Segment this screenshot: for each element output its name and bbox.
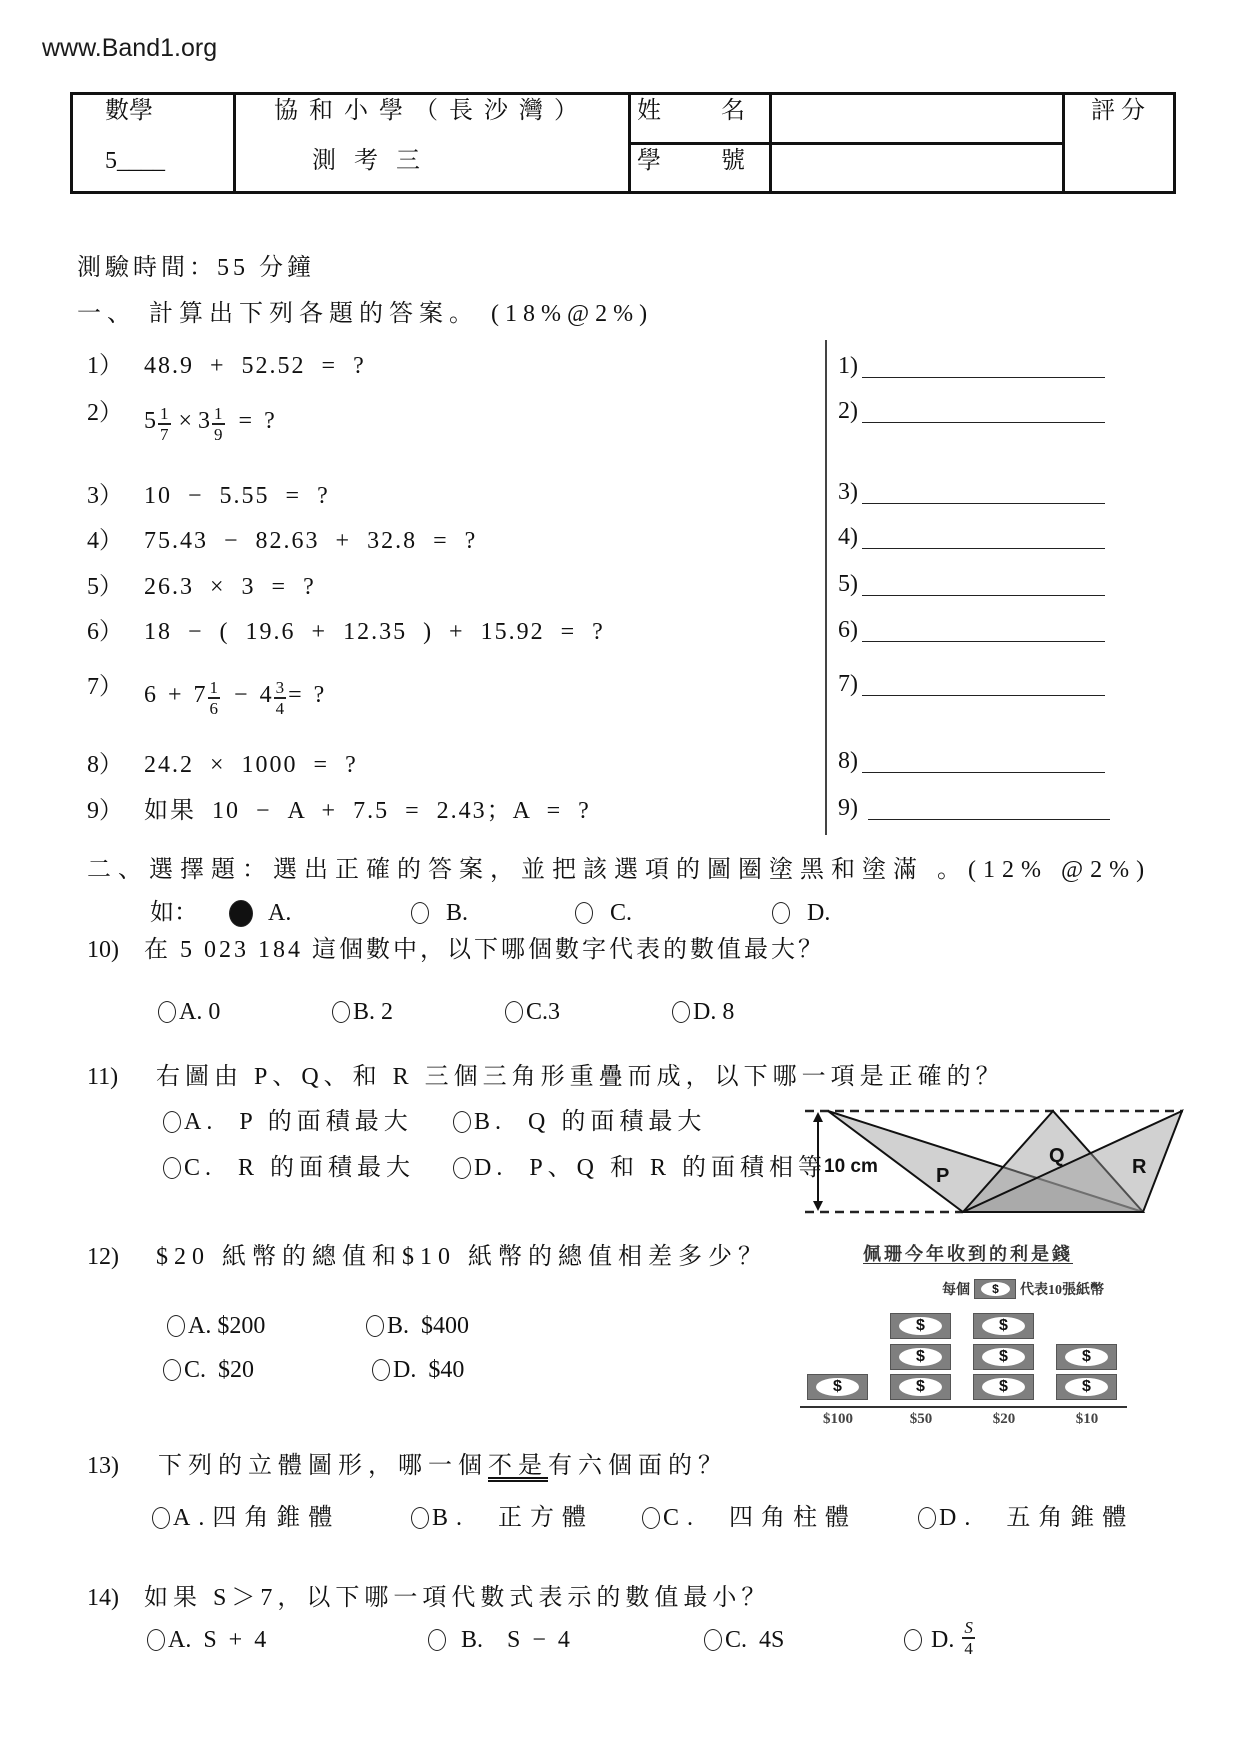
question-12-text: $20 紙幣的總值和$10 紙幣的總值相差多少？ (156, 1244, 768, 1270)
q10-option-c[interactable] (505, 998, 560, 1026)
answer-blank-4[interactable] (862, 548, 1105, 550)
dollar-sign-icon: $ (899, 1348, 942, 1366)
pictogram-note (890, 1313, 951, 1339)
answer-blank-5[interactable] (862, 595, 1105, 597)
answer-blank-3[interactable] (862, 503, 1105, 505)
answer-blank-6[interactable] (862, 641, 1105, 643)
section2-title: 二、選擇題：選出正確的答案，並把該選項的圖圈塗黑和塗滿 。(12% @2%) (87, 857, 1152, 883)
expression-lead: 6 + 7 (144, 682, 206, 708)
option-label: C. $20 (184, 1357, 255, 1383)
q11-option-a[interactable] (163, 1108, 413, 1136)
q13-option-c[interactable] (642, 1504, 857, 1532)
radio-button[interactable] (428, 1629, 446, 1651)
question-10-text: 在 5 023 184 這個數中，以下哪個數字代表的數值最大？ (144, 937, 825, 963)
pictogram-note (890, 1374, 951, 1400)
example-option-b (411, 899, 468, 927)
radio-button[interactable] (372, 1359, 390, 1381)
option-label: A. $200 (188, 1313, 266, 1339)
pictogram-category-label: $20 (992, 1411, 1016, 1427)
q12-option-b[interactable] (366, 1312, 469, 1340)
option-label: D. (807, 900, 831, 926)
numerator: S (964, 1618, 973, 1637)
example-option-d (772, 899, 830, 927)
expression-tail: = ? (226, 408, 275, 434)
question-8-expression: 24.2 × 1000 = ? (144, 752, 358, 778)
triangle-label-r: R (1132, 1156, 1147, 1178)
legend-prefix: 每個 (942, 1283, 970, 1298)
radio-button[interactable] (332, 1001, 350, 1023)
numerator: 3 (275, 678, 285, 697)
question-3-expression: 10 − 5.55 = ? (144, 483, 330, 509)
question-text-end: 有六個面的？ (548, 1453, 728, 1479)
pictogram-note (890, 1344, 951, 1370)
radio-button[interactable] (167, 1315, 185, 1337)
pictogram-note (1056, 1374, 1117, 1400)
option-label: B. $400 (387, 1313, 470, 1339)
question-11-text: 右圖由 P、Q、和 R 三個三角形重疊而成，以下哪一項是正確的？ (156, 1064, 1005, 1090)
id-label-char: 號 (721, 148, 745, 174)
question-14-text: 如果 S＞7，以下哪一項代數式表示的數值最小？ (144, 1585, 771, 1611)
pictogram-note (1056, 1344, 1117, 1370)
operator: × (172, 408, 199, 434)
triangle-r (963, 1111, 1182, 1212)
radio-button[interactable] (152, 1507, 170, 1529)
option-label: B. S − 4 (449, 1627, 570, 1653)
option-label: A.四角錐體 (173, 1505, 341, 1531)
q10-option-a[interactable] (158, 998, 220, 1026)
dollar-sign-icon: $ (1065, 1378, 1108, 1396)
radio-button[interactable] (642, 1507, 660, 1529)
score-label: 評分 (1091, 98, 1151, 124)
q11-option-b[interactable] (453, 1108, 706, 1136)
radio-button[interactable] (904, 1629, 922, 1651)
radio-button[interactable] (163, 1157, 181, 1179)
arrow-head-down-icon (813, 1201, 823, 1211)
legend-suffix: 代表10張紙幣 (1020, 1283, 1104, 1298)
answer-column-divider (825, 340, 827, 835)
school-name: 協和小學（長沙灣） (274, 98, 589, 124)
option-label: D. P、Q 和 R 的面積相等 (474, 1155, 828, 1181)
section1-title: 一、 計算出下列各題的答案。 (18%@2%) (77, 301, 654, 327)
radio-button[interactable] (453, 1111, 471, 1133)
pictogram-baseline (800, 1406, 1127, 1408)
question-number: 11) (87, 1064, 119, 1090)
example-option-c (575, 899, 632, 927)
answer-blank-7[interactable] (862, 695, 1105, 697)
option-label: D. $40 (393, 1357, 465, 1383)
question-number: 13) (87, 1453, 119, 1479)
option-label: A. P 的面積最大 (184, 1109, 413, 1135)
option-label: C. 四角柱體 (663, 1505, 858, 1531)
dollar-sign-icon: $ (982, 1348, 1025, 1366)
answer-label: 4) (838, 524, 858, 550)
question-number: 9） (87, 798, 123, 824)
question-2-expression (144, 406, 275, 444)
question-number: 10) (87, 937, 119, 963)
option-label: A. S + 4 (168, 1627, 267, 1653)
radio-button[interactable] (147, 1629, 165, 1651)
answer-label: 5) (838, 571, 858, 597)
answer-label: 3) (838, 479, 858, 505)
pictogram-chart (800, 1300, 1130, 1435)
question-number: 6） (87, 619, 123, 645)
whole-number: 3 (198, 408, 211, 434)
answer-blank-1[interactable] (862, 377, 1105, 379)
answer-label: 9) (838, 795, 858, 821)
arrow-head-up-icon (813, 1112, 823, 1122)
answer-label: 1) (838, 353, 858, 379)
question-number: 8） (87, 752, 123, 778)
radio-button[interactable] (453, 1157, 471, 1179)
student-number-field[interactable] (773, 145, 1062, 191)
grade-label: 5____ (105, 148, 165, 174)
numerator: 1 (209, 678, 219, 697)
fraction (212, 406, 225, 444)
question-5-expression: 26.3 × 3 = ? (144, 574, 316, 600)
pictogram-title: 佩珊今年收到的利是錢 (863, 1244, 1073, 1264)
pictogram-note (807, 1374, 868, 1400)
q14-option-a[interactable] (147, 1626, 266, 1654)
question-number: 5） (87, 574, 123, 600)
triangle-label-q: Q (1049, 1145, 1065, 1167)
fraction (158, 406, 171, 444)
subject-label: 數學 (105, 98, 153, 124)
empty-circle-icon (575, 902, 593, 924)
whole-number: 5 (144, 408, 156, 434)
pictogram-note (973, 1344, 1034, 1370)
denominator: 6 (209, 698, 219, 718)
name-field[interactable] (773, 95, 1062, 142)
dollar-sign-icon: $ (816, 1378, 859, 1396)
q13-option-d[interactable] (918, 1504, 1134, 1532)
denominator: 4 (275, 698, 285, 718)
answer-blank-2[interactable] (862, 422, 1105, 424)
option-label: C.3 (526, 999, 561, 1025)
denominator: 7 (160, 424, 169, 444)
option-label: B. 正方體 (432, 1505, 595, 1531)
dollar-sign-icon: $ (899, 1317, 942, 1335)
filled-circle-icon (229, 900, 253, 927)
fraction (274, 680, 287, 718)
dollar-sign-icon: $ (981, 1282, 1010, 1296)
radio-button[interactable] (158, 1001, 176, 1023)
dollar-sign-icon: $ (1065, 1348, 1108, 1366)
height-label: 10 cm (824, 1156, 878, 1177)
question-number: 2） (87, 400, 123, 426)
question-number: 7） (87, 674, 123, 700)
option-label: B. 2 (353, 999, 394, 1025)
radio-button[interactable] (672, 1001, 690, 1023)
answer-blank-8[interactable] (862, 772, 1105, 774)
question-1-expression: 48.9 + 52.52 = ? (144, 353, 366, 379)
name-label-char: 名 (721, 98, 745, 124)
example-label: 如： (150, 900, 198, 926)
triangle-label-p: P (936, 1165, 950, 1187)
option-label: C. 4S (725, 1627, 785, 1653)
pictogram-category-label: $100 (823, 1411, 853, 1427)
site-watermark: www.Band1.org (42, 34, 218, 62)
pictogram-note (973, 1374, 1034, 1400)
expression-tail: = ? (288, 682, 325, 708)
question-13-text (158, 1452, 728, 1480)
q11-option-d[interactable] (453, 1154, 827, 1182)
denominator: 4 (964, 1638, 973, 1658)
pictogram-category-label: $50 (909, 1411, 933, 1427)
answer-label: 6) (838, 617, 858, 643)
option-label: D. (925, 1627, 955, 1653)
radio-button[interactable] (163, 1359, 181, 1381)
pictogram-category-label: $10 (1075, 1411, 1099, 1427)
empty-circle-icon (772, 902, 790, 924)
q13-option-b[interactable] (411, 1504, 594, 1532)
option-label: C. (610, 900, 633, 926)
banknote-icon (974, 1279, 1016, 1299)
question-4-expression: 75.43 − 82.63 + 32.8 = ? (144, 528, 478, 554)
q11-option-c[interactable] (163, 1154, 415, 1182)
numerator: 1 (214, 404, 223, 423)
radio-button[interactable] (366, 1315, 384, 1337)
q14-option-c[interactable] (704, 1626, 784, 1654)
radio-button[interactable] (163, 1111, 181, 1133)
radio-button[interactable] (704, 1629, 722, 1651)
name-label-char: 姓 (637, 98, 661, 124)
denominator: 9 (214, 424, 223, 444)
question-number: 1） (87, 353, 123, 379)
fraction (962, 1620, 975, 1658)
numerator: 1 (160, 404, 169, 423)
answer-blank-9[interactable] (868, 819, 1110, 821)
radio-button[interactable] (918, 1507, 936, 1529)
q12-option-a[interactable] (167, 1312, 265, 1340)
fraction (208, 680, 221, 718)
option-label: A. 0 (179, 999, 221, 1025)
q10-option-d[interactable] (672, 998, 734, 1026)
question-number: 3） (87, 483, 123, 509)
dollar-sign-icon: $ (899, 1378, 942, 1396)
answer-label: 2) (838, 398, 858, 424)
question-text-start: 下列的立體圖形，哪一個 (158, 1453, 488, 1479)
option-label: C. R 的面積最大 (184, 1155, 416, 1181)
answer-label: 8) (838, 748, 858, 774)
expression-middle: − 4 (222, 682, 272, 708)
q10-option-b[interactable] (332, 998, 393, 1026)
question-number: 4） (87, 528, 123, 554)
score-box (1065, 125, 1173, 191)
example-option-a (229, 899, 291, 927)
option-label: A. (268, 900, 292, 926)
time-limit: 測驗時間：55 分鐘 (77, 255, 315, 281)
q14-option-b[interactable] (428, 1626, 570, 1654)
id-label-char: 學 (637, 148, 661, 174)
q13-option-a[interactable] (152, 1504, 340, 1532)
pictogram-note (973, 1313, 1034, 1339)
option-label: B. Q 的面積最大 (474, 1109, 707, 1135)
option-label: B. (446, 900, 469, 926)
dollar-sign-icon: $ (982, 1317, 1025, 1335)
question-number: 12) (87, 1244, 119, 1270)
question-7-expression (144, 680, 324, 718)
dollar-sign-icon: $ (982, 1378, 1025, 1396)
q14-option-d[interactable] (904, 1618, 977, 1658)
table-divider (233, 92, 236, 194)
overlapping-triangles-figure (795, 1100, 1195, 1225)
q12-option-d[interactable] (372, 1356, 464, 1384)
radio-button[interactable] (505, 1001, 523, 1023)
option-label: D. 五角錐體 (939, 1505, 1135, 1531)
radio-button[interactable] (411, 1507, 429, 1529)
question-6-expression: 18 − ( 19.6 + 12.35 ) + 15.92 = ? (144, 619, 605, 645)
question-9-expression: 如果 10 − A + 7.5 = 2.43；A = ? (144, 798, 591, 824)
answer-label: 7) (838, 671, 858, 697)
option-label: D. 8 (693, 999, 735, 1025)
pictogram-legend (942, 1279, 1104, 1299)
empty-circle-icon (411, 902, 429, 924)
emphasis-text: 不是 (488, 1453, 548, 1479)
question-number: 14) (87, 1585, 119, 1611)
q12-option-c[interactable] (163, 1356, 254, 1384)
exam-name: 測考三 (312, 148, 438, 174)
